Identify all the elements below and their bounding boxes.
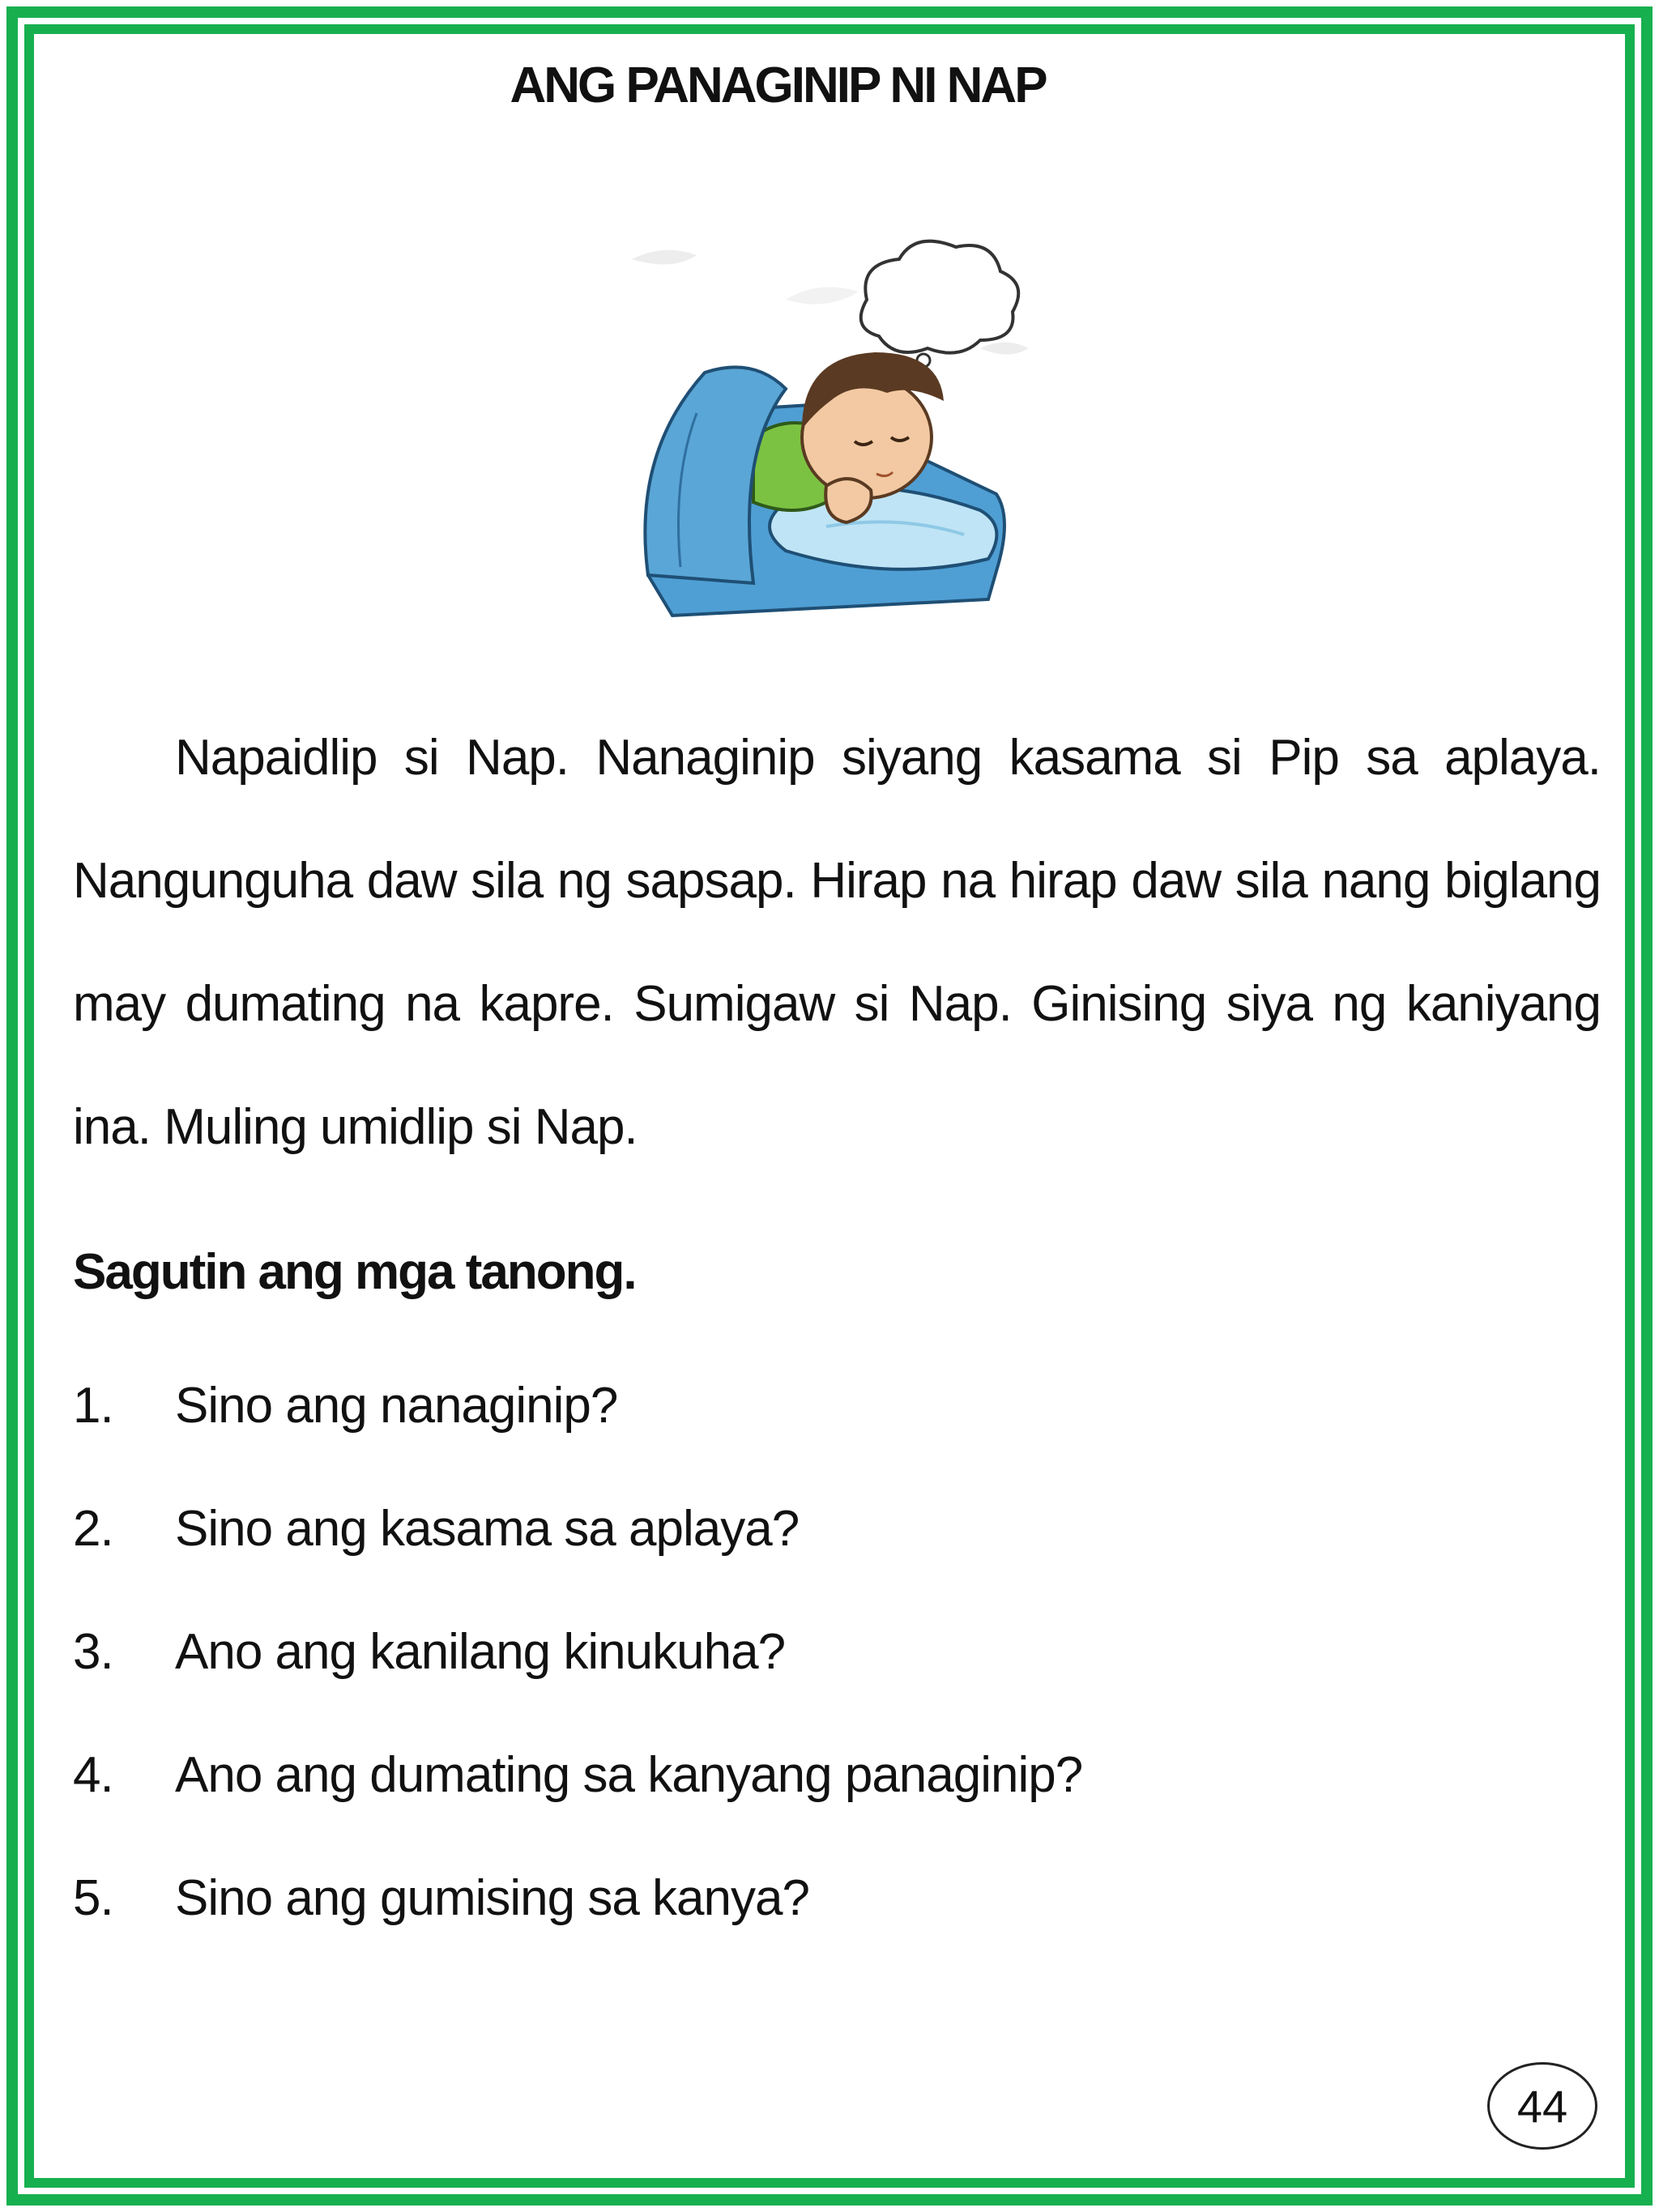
question-text: Ano ang kanilang kinukuha? xyxy=(175,1624,786,1680)
page-number: 44 xyxy=(1516,2080,1568,2132)
questions-list xyxy=(73,1377,1531,1993)
question-number: 3. xyxy=(73,1624,113,1680)
question-number: 1. xyxy=(73,1378,113,1434)
story-paragraph: Napaidlip si Nap. Nanaginip siyang kasama si Pip sa aplaya. Nangunguha daw sila ng sapsap. Hirap na hirap daw sila nang biglang may dumating na kapre. Sumigaw si Nap. Ginising siya ng kaniyang ina. Muling umidlip si Nap. xyxy=(73,730,1601,1155)
question-item xyxy=(73,1623,1531,1746)
page-title: ANG PANAGINIP NI NAP xyxy=(510,58,1046,113)
page-number-badge xyxy=(1487,2062,1597,2150)
question-number: 5. xyxy=(73,1870,113,1926)
question-item xyxy=(73,1377,1531,1500)
question-text: Ano ang dumating sa kanyang panaginip? xyxy=(175,1747,1083,1803)
question-item xyxy=(73,1869,1531,1993)
sleeping-boy-icon xyxy=(624,235,1045,624)
question-text: Sino ang gumising sa kanya? xyxy=(175,1870,809,1926)
question-item xyxy=(73,1500,1531,1623)
question-number: 2. xyxy=(73,1501,113,1557)
question-text: Sino ang kasama sa aplaya? xyxy=(175,1501,800,1557)
question-number: 4. xyxy=(73,1747,113,1803)
questions-instruction: Sagutin ang mga tanong. xyxy=(73,1244,636,1300)
question-item xyxy=(73,1746,1531,1869)
question-text: Sino ang nanaginip? xyxy=(175,1378,618,1434)
